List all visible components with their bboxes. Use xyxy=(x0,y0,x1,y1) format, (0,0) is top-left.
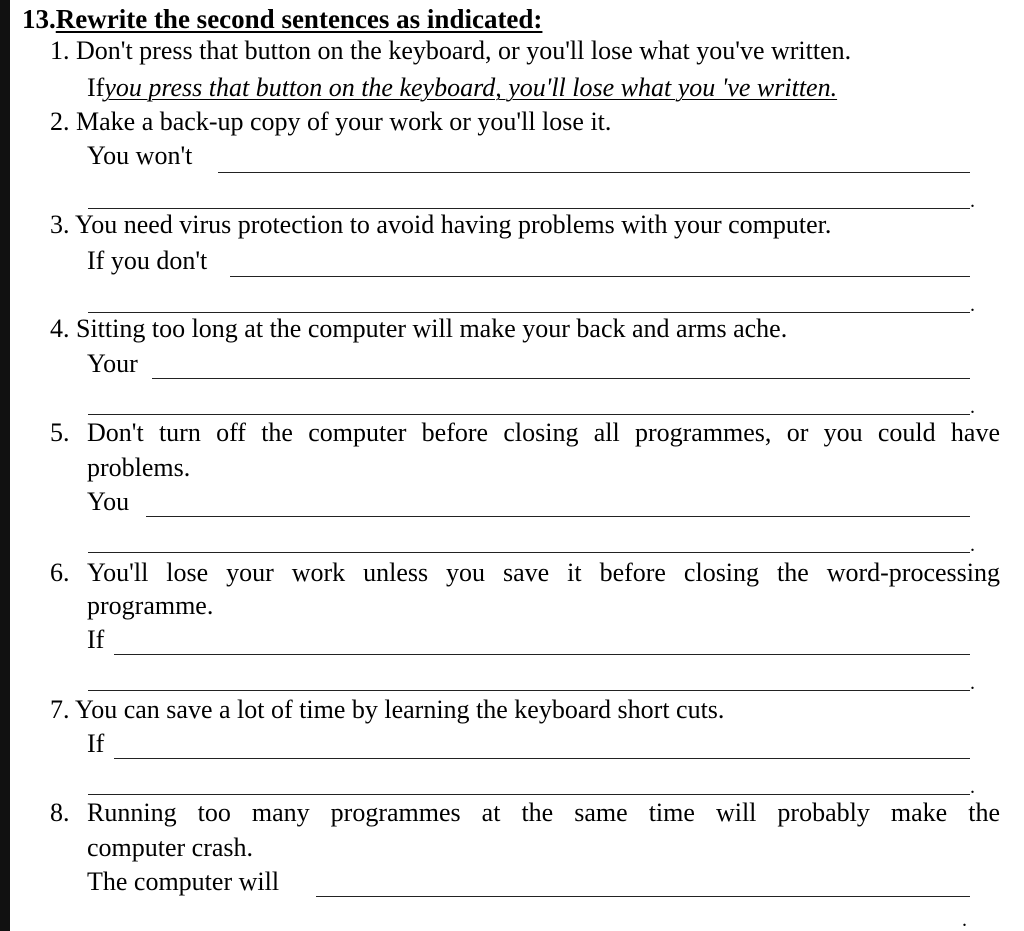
question-8 xyxy=(50,796,1000,830)
question-number: 5. xyxy=(50,418,70,447)
question-number: 8. xyxy=(50,798,70,827)
question-1 xyxy=(50,34,851,68)
answer-blank-6a[interactable] xyxy=(114,654,970,655)
end-period: . xyxy=(970,396,975,418)
answer-blank-4a[interactable] xyxy=(152,378,970,379)
question-4 xyxy=(50,312,787,346)
exercise-title: Rewrite the second sentences as indicated: xyxy=(55,4,543,34)
question-number: 4. xyxy=(50,314,70,343)
question-text: Sitting too long at the computer will make your back and arms ache. xyxy=(76,314,788,343)
end-period: . xyxy=(970,190,975,212)
question-text: You can save a lot of time by learning the keyboard short cuts. xyxy=(75,695,725,724)
question-3 xyxy=(50,208,831,242)
question-number: 1. xyxy=(50,36,70,65)
question-number: 6. xyxy=(50,558,70,587)
filled-answer: you press that button on the keyboard, you'll lose what you 've written. xyxy=(104,73,838,102)
question-2 xyxy=(50,105,611,139)
answer-blank-8a[interactable] xyxy=(316,896,970,897)
question-7 xyxy=(50,693,724,727)
answer-blank-5a[interactable] xyxy=(146,516,970,517)
answer-prompt-4: Your xyxy=(87,349,138,378)
answer-blank-2a[interactable] xyxy=(218,172,970,173)
answer-prompt-3: If you don't xyxy=(87,246,208,275)
question-text: Running too many programmes at the same time will probably make the xyxy=(87,798,1000,827)
answer-blank-7b[interactable] xyxy=(88,794,970,795)
question-number: 2. xyxy=(50,107,70,136)
question-text: Don't turn off the computer before closing all programmes, or you could have xyxy=(87,418,1000,447)
question-6-continued: programme. xyxy=(87,591,214,620)
answer-blank-4b[interactable] xyxy=(88,414,970,415)
question-6 xyxy=(50,556,1000,590)
question-5 xyxy=(50,416,1000,450)
prompt-text: If xyxy=(87,73,105,102)
answer-prompt-8: The computer will xyxy=(87,867,280,896)
answer-blank-6b[interactable] xyxy=(88,690,970,691)
answer-blank-7a[interactable] xyxy=(114,758,970,759)
end-period: . xyxy=(970,776,975,798)
answer-prompt-5: You xyxy=(87,487,130,516)
end-period: . xyxy=(970,672,975,694)
end-period: . xyxy=(970,294,975,316)
question-text: Make a back-up copy of your work or you'll lose it. xyxy=(76,107,612,136)
end-period: . xyxy=(970,534,975,556)
question-5-continued: problems. xyxy=(87,453,191,482)
exercise-heading xyxy=(22,2,542,36)
answer-blank-3a[interactable] xyxy=(230,276,970,277)
question-text: Don't press that button on the keyboard, or you'll lose what you've written. xyxy=(76,36,852,65)
answer-blank-5b[interactable] xyxy=(88,552,970,553)
answer-prompt-6: If xyxy=(87,625,105,654)
question-number: 7. xyxy=(50,695,70,724)
exercise-number: 13. xyxy=(22,4,56,34)
left-border xyxy=(0,0,10,931)
question-number: 3. xyxy=(50,210,70,239)
answer-prompt-7: If xyxy=(87,729,105,758)
question-8-continued: computer crash. xyxy=(87,833,254,862)
answer-line-1 xyxy=(87,71,837,105)
answer-prompt-2: You won't xyxy=(87,141,193,170)
question-text: You need virus protection to avoid having problems with your computer. xyxy=(75,210,832,239)
question-text: You'll lose your work unless you save it before closing the word-processing xyxy=(87,558,1000,587)
end-period: . xyxy=(962,909,967,931)
